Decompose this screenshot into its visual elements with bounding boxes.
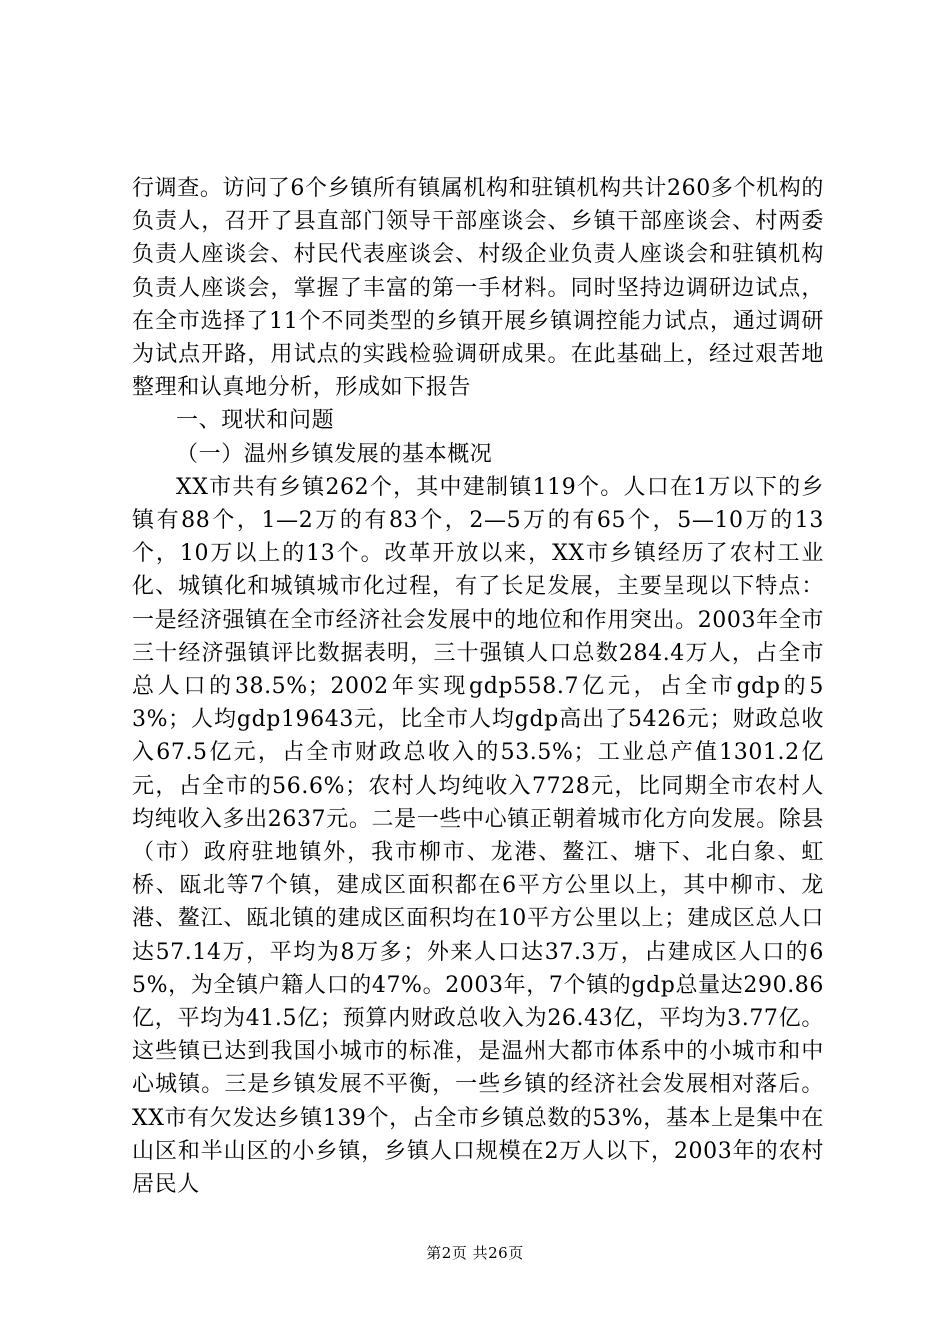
- section-heading: 一、现状和问题: [176, 408, 335, 434]
- subsection-heading: （一）温州乡镇发展的基本概况: [176, 441, 493, 467]
- overview-paragraph: XX市共有乡镇262个，其中建制镇119个。人口在1万以下的乡镇有88个，1—2万的有83个，2—5万的有65个，5—10万的13个，10万以上的13个。改革开放以来，XX市乡镇经历了农村工业化、城镇化和城镇城市化过程，有了长足发展，主要呈现以下特点：一是经济强镇在全市经济社会发展中的地位和作用突出。2003年全市三十经济强镇评比数据表明，三十强镇人口总数284.4万人，占全市总人口的38.5%；2002年实现gdp558.7亿元，占全市gdp的53%；人均gdp19643元，比全市人均gdp高出了5426元；财政总收入67.5亿元，占全市财政总收入的53.5%；工业总产值1301.2亿元，占全市的56.6%；农村人均纯收入7728元，比同期全市农村人均纯收入多出2637元。二是一些中心镇正朝着城市化方向发展。除县（市）政府驻地镇外，我市柳市、龙港、鳌江、塘下、北白象、虹桥、瓯北等7个镇，建成区面积都在6平方公里以上，其中柳市、龙港、鳌江、瓯北镇的建成区面积均在10平方公里以上；建成区总人口达57.14万，平均为8万多；外来人口达37.3万，占建成区人口的65%，为全镇户籍人口的47%。2003年，7个镇的gdp总量达290.86亿，平均为41.5亿；预算内财政总收入为26.43亿，平均为3.77亿。这些镇已达到我国小城市的标准，是温州大都市体系中的小城市和中心城镇。三是乡镇发展不平衡，一些乡镇的经济社会发展相对落后。XX市有欠发达乡镇139个，占全市乡镇总数的53%，基本上是集中在山区和半山区的小乡镇，乡镇人口规模在2万人以下，2003年的农村居民人: [132, 474, 825, 1198]
- continued-paragraph: 行调查。访问了6个乡镇所有镇属机构和驻镇机构共计260多个机构的负责人，召开了县直部门领导干部座谈会、乡镇干部座谈会、村两委负责人座谈会、村民代表座谈会、村级企业负责人座谈会和驻镇机构负责人座谈会，掌握了丰富的第一手材料。同时坚持边调研边试点，在全市选择了11个不同类型的乡镇开展乡镇调控能力试点，通过调研为试点开路，用试点的实践检验调研成果。在此基础上，经过艰苦地整理和认真地分析，形成如下报告: [132, 176, 824, 401]
- page-number: 第2页 共26页: [426, 1244, 524, 1262]
- document-body: [132, 172, 824, 1201]
- page-footer: [0, 1243, 950, 1263]
